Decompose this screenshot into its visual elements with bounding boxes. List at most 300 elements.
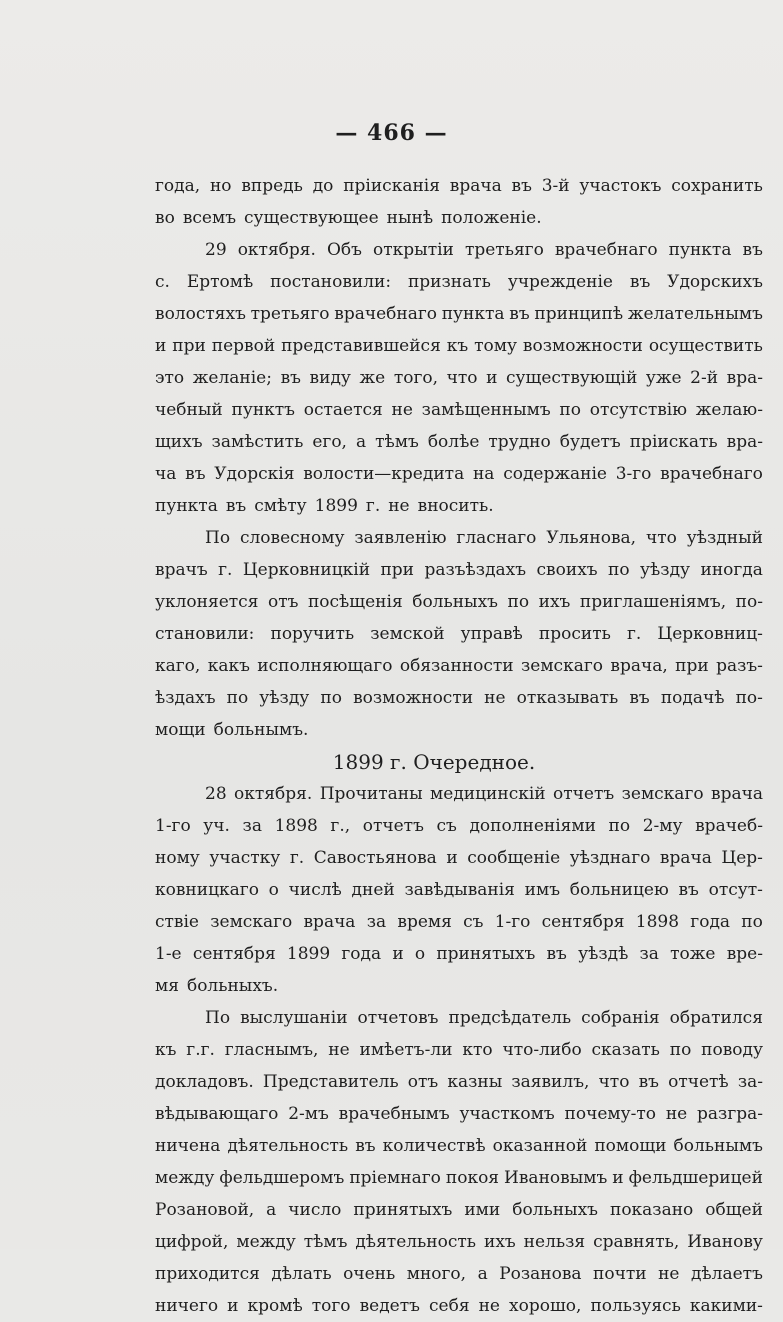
word: замѣстить [211, 432, 304, 452]
word: прiемнаго [349, 1168, 441, 1188]
word: показано [609, 1200, 694, 1220]
word: число [288, 1200, 342, 1220]
text-line [155, 522, 763, 554]
word: отчетѣ [668, 1072, 729, 1092]
word: врачебнаго [660, 464, 763, 484]
word: не [478, 1296, 500, 1316]
word: имъ [524, 880, 561, 900]
text-line [155, 1098, 763, 1130]
text-line [155, 650, 763, 682]
word: 3-го [615, 464, 652, 484]
word: волостяхъ [155, 304, 246, 324]
word: и [612, 1168, 624, 1188]
word: не [658, 1264, 680, 1284]
text-line [155, 266, 763, 298]
word: Представитель [262, 1072, 399, 1092]
word: врача [449, 176, 502, 196]
word: больнымъ [673, 1136, 763, 1156]
word: а [355, 432, 367, 452]
word: къ [446, 336, 469, 356]
word: 1-го [494, 912, 531, 932]
text-line [155, 1194, 763, 1226]
word: первой [211, 336, 276, 356]
word: Иванову [687, 1232, 763, 1252]
word: и [392, 944, 404, 964]
text-line [155, 778, 763, 810]
word: съ [436, 816, 457, 836]
word: дѣлать [271, 1264, 332, 1284]
word: третьяго [250, 304, 330, 324]
word: исполняющаго [257, 656, 393, 676]
word: ими [464, 1200, 501, 1220]
word: за [639, 944, 659, 964]
word: октября. [234, 784, 313, 804]
word: Ивановымъ [504, 1168, 608, 1188]
word: виду [309, 368, 351, 388]
text-line [155, 618, 763, 650]
word: до [312, 176, 334, 196]
word: болѣе [427, 432, 480, 452]
word: количествѣ [382, 1136, 486, 1156]
text-line [155, 842, 763, 874]
word: уѣзднаго [569, 848, 651, 868]
word: возможности [522, 336, 643, 356]
word: въ [185, 464, 206, 484]
word: по [608, 560, 630, 580]
word: себя [429, 1296, 470, 1316]
word: того, [393, 368, 438, 388]
word: отъ [407, 1072, 439, 1092]
word: пункта [441, 304, 505, 324]
word: помощи [594, 1136, 667, 1156]
word: Цер- [721, 848, 763, 868]
word: 29 [205, 240, 227, 260]
text-line [155, 586, 763, 618]
word: пункта [155, 496, 218, 516]
word: предсѣдатель [448, 1008, 572, 1028]
word: 1898 [274, 816, 318, 836]
word: 2-му [642, 816, 683, 836]
word: время [397, 912, 452, 932]
text-line [155, 554, 763, 586]
word: цифрой, [155, 1232, 229, 1252]
text-line [155, 330, 763, 362]
word: обязанности [399, 656, 514, 676]
text-line [155, 970, 763, 1002]
word: возможности [353, 688, 474, 708]
word: заявилъ, [511, 1072, 590, 1092]
text-line [155, 746, 763, 778]
text-line [155, 682, 763, 714]
word: много, [406, 1264, 467, 1284]
word: въ [511, 176, 532, 196]
word: Розановой, [155, 1200, 255, 1220]
word: принятыхъ [353, 1200, 453, 1220]
word: г., [330, 816, 351, 836]
word: врача [659, 848, 712, 868]
word: прiисканiя [343, 176, 440, 196]
word: не [665, 1104, 688, 1124]
word: врачебнымъ [338, 1104, 450, 1124]
word: хорошо, [509, 1296, 582, 1316]
word: на [472, 464, 495, 484]
word: тому [474, 336, 517, 356]
word: но [209, 176, 232, 196]
word: въ [742, 240, 763, 260]
word: поводу [701, 1040, 763, 1060]
word: въ [225, 496, 247, 516]
word: къ [155, 1040, 177, 1060]
word: октября. [237, 240, 316, 260]
word: 28 [205, 784, 227, 804]
word: ствiе [155, 912, 199, 932]
word: обратился [669, 1008, 763, 1028]
word: врача [303, 912, 356, 932]
word: ихъ [484, 1232, 516, 1252]
word: въ [546, 944, 567, 964]
text-line [155, 714, 763, 746]
word: съ [463, 912, 484, 932]
word: больнымъ. [213, 720, 309, 740]
word: сравнять, [593, 1232, 680, 1252]
word: дѣлаетъ [690, 1264, 763, 1284]
word: 2-й [690, 368, 719, 388]
word: по [320, 688, 342, 708]
page-number: — 466 — [335, 120, 448, 146]
word: года [690, 912, 731, 932]
word: что [446, 368, 478, 388]
word: будетъ [559, 432, 621, 452]
word: По [205, 528, 231, 548]
word: за- [737, 1072, 763, 1092]
text-line [155, 1066, 763, 1098]
word: кто [462, 1040, 493, 1060]
word: желанiе; [192, 368, 272, 388]
word: учрежденiе [507, 272, 613, 292]
text-line [155, 906, 763, 938]
word: ничена [155, 1136, 221, 1156]
word: уже [645, 368, 682, 388]
word: существующее [244, 208, 379, 228]
text-line [155, 202, 763, 234]
word: по [741, 912, 763, 932]
word: по- [735, 592, 763, 612]
word: отказывать [516, 688, 619, 708]
text-line [155, 938, 763, 970]
word: въ [355, 1136, 376, 1156]
word: что [598, 1072, 630, 1092]
word: за [366, 912, 387, 932]
word: управѣ [460, 624, 523, 644]
word: уѣздный [686, 528, 763, 548]
word: отчетъ [553, 784, 615, 804]
word: больныхъ [512, 1200, 598, 1220]
word: вра- [726, 432, 763, 452]
word: мя [155, 976, 179, 996]
word: уклоняется [155, 592, 259, 612]
word: По [205, 1008, 231, 1028]
word: сентября [192, 944, 276, 964]
text-line [155, 362, 763, 394]
text-line [155, 490, 763, 522]
word: года [341, 944, 382, 964]
word: уч. [203, 816, 230, 836]
word: не [328, 1040, 350, 1060]
word: нельзя [523, 1232, 586, 1252]
word: волости—кредита [303, 464, 465, 484]
body-text [155, 170, 763, 1322]
word: г. [218, 560, 233, 580]
text-line [155, 874, 763, 906]
word: становили: [155, 624, 255, 644]
word: ному [155, 848, 200, 868]
word: Объ [326, 240, 362, 260]
word: очень [343, 1264, 396, 1284]
word: вра- [726, 368, 763, 388]
word: ковницкаго [155, 880, 259, 900]
word: принятыхъ [436, 944, 536, 964]
word: по [226, 688, 249, 708]
word: всемъ [182, 208, 237, 228]
text-line [155, 1034, 763, 1066]
word: сентября [541, 912, 625, 932]
word: Церковниц- [657, 624, 763, 644]
word: въ [280, 368, 301, 388]
word: 1-е [155, 944, 182, 964]
word: что-либо [502, 1040, 582, 1060]
word: остается [303, 400, 383, 420]
word: участокъ [579, 176, 662, 196]
word: пункта [668, 240, 732, 260]
word: тѣмъ [303, 1232, 348, 1252]
word: въ [629, 688, 650, 708]
word: отсутствiю [589, 400, 688, 420]
word: прiискать [629, 432, 718, 452]
word: врача [711, 784, 763, 804]
word: уѣздѣ [578, 944, 629, 964]
word: а [266, 1200, 277, 1220]
word: ихъ [538, 592, 571, 612]
word: представившейся [281, 336, 441, 356]
word: Ульянова, [546, 528, 637, 548]
word: по [669, 1040, 692, 1060]
word: 1898 [635, 912, 680, 932]
text-line [155, 394, 763, 426]
text-line [155, 1002, 763, 1034]
word: въ [509, 304, 530, 324]
word: и [227, 1296, 239, 1316]
word: о [268, 880, 279, 900]
text-line [155, 1162, 763, 1194]
word: 2-мъ [288, 1104, 329, 1124]
word: общей [705, 1200, 763, 1220]
word: по- [735, 688, 763, 708]
word: земскаго [521, 656, 603, 676]
word: г.г. [186, 1040, 215, 1060]
word: это [155, 368, 185, 388]
word: Удорскiя [214, 464, 295, 484]
word: щихъ [155, 432, 203, 452]
word: имѣетъ-ли [359, 1040, 453, 1060]
word: отсут- [708, 880, 763, 900]
word: года, [155, 176, 201, 196]
word: въ [678, 880, 699, 900]
word: пунктъ [231, 400, 295, 420]
word: какими- [689, 1296, 763, 1316]
word: признать [407, 272, 491, 292]
word: участку [209, 848, 281, 868]
word: гласнымъ, [224, 1040, 319, 1060]
word: трудно [488, 432, 551, 452]
word: положенiе. [441, 208, 542, 228]
word: земскаго [621, 784, 704, 804]
word: же [359, 368, 386, 388]
word: постановили: [270, 272, 392, 292]
word: пользуясь [590, 1296, 681, 1316]
word: приходится [155, 1264, 260, 1284]
text-line [155, 170, 763, 202]
word: между [236, 1232, 296, 1252]
word: врачеб- [695, 816, 763, 836]
word: словесному [239, 528, 345, 548]
word: просить [538, 624, 611, 644]
word: Савостьянова [313, 848, 437, 868]
word: желательнымъ [627, 304, 763, 324]
text-line [155, 1226, 763, 1258]
word: за [242, 816, 262, 836]
word: не [388, 496, 410, 516]
word: своихъ [536, 560, 598, 580]
word: Прочитаны [319, 784, 423, 804]
word: г. [289, 848, 305, 868]
word: третьяго [464, 240, 544, 260]
word: дѣятельность [227, 1136, 349, 1156]
word: желаю- [695, 400, 763, 420]
word: принципѣ [534, 304, 624, 324]
word: осуществить [648, 336, 763, 356]
word: разгра- [697, 1104, 763, 1124]
word: по [608, 816, 631, 836]
word: Розанова [499, 1264, 582, 1284]
word: г. [626, 624, 642, 644]
word: врача, [610, 656, 668, 676]
word: земской [370, 624, 445, 644]
word: г. [365, 496, 381, 516]
word: кромѣ [247, 1296, 303, 1316]
word: въ [638, 1072, 659, 1092]
word: и [486, 368, 498, 388]
word: покоя [445, 1168, 500, 1188]
word: врачебнаго [554, 240, 658, 260]
word: подачѣ [660, 688, 725, 708]
word: въ [629, 272, 651, 292]
word: уѣзду [640, 560, 691, 580]
text-line [155, 234, 763, 266]
word: его, [312, 432, 347, 452]
word: поручить [270, 624, 355, 644]
word: ведетъ [359, 1296, 420, 1316]
word: Церковницкiй [242, 560, 371, 580]
word: ча [155, 464, 177, 484]
word: докладовъ. [155, 1072, 254, 1092]
word: ѣздахъ [155, 688, 216, 708]
word: существующiй [506, 368, 638, 388]
word: приглашенiямъ, [579, 592, 727, 612]
text-line [155, 1130, 763, 1162]
word: при [675, 656, 709, 676]
word: во [155, 208, 175, 228]
word: разъ- [716, 656, 763, 676]
word: не [484, 688, 506, 708]
word: оказанной [492, 1136, 588, 1156]
word: о [414, 944, 426, 964]
word: почему-то [564, 1104, 656, 1124]
word: гласнаго [456, 528, 537, 548]
word: и [446, 848, 458, 868]
word: числѣ [288, 880, 342, 900]
word: больницею [569, 880, 669, 900]
word: содержанiе [503, 464, 607, 484]
word: врачебнаго [334, 304, 437, 324]
word: каго, [155, 656, 201, 676]
word: больныхъ. [186, 976, 279, 996]
word: сохранить [671, 176, 763, 196]
word: 1-го [155, 816, 191, 836]
word: участкомъ [459, 1104, 555, 1124]
word: мощи [155, 720, 206, 740]
word: не [391, 400, 413, 420]
word: какъ [207, 656, 250, 676]
word: отчетовъ [357, 1008, 439, 1028]
text-line [155, 810, 763, 842]
word: при [172, 336, 206, 356]
word: тѣмъ [375, 432, 419, 452]
word: завѣдыванiя [404, 880, 515, 900]
word: фельдшеромъ [219, 1168, 345, 1188]
word: медицинскiй [430, 784, 546, 804]
text-line [155, 298, 763, 330]
word: собранiя [581, 1008, 660, 1028]
word: дополненiями [469, 816, 596, 836]
word: 1899 г. Очередное. [332, 750, 536, 774]
word: и [155, 336, 167, 356]
word: сообщенiе [467, 848, 561, 868]
word: вре- [726, 944, 763, 964]
word: земскаго [210, 912, 293, 932]
word: тоже [670, 944, 716, 964]
text-line [155, 1290, 763, 1322]
word: ничего [155, 1296, 219, 1316]
word: что [645, 528, 677, 548]
word: дѣятельность [355, 1232, 477, 1252]
word: посѣщенiя [307, 592, 403, 612]
word: смѣту [254, 496, 307, 516]
word: нынѣ [386, 208, 434, 228]
text-line [155, 458, 763, 490]
text-line [155, 1258, 763, 1290]
word: иногда [700, 560, 763, 580]
word: сказать [591, 1040, 660, 1060]
word: уѣзду [259, 688, 310, 708]
word: заявленiю [354, 528, 447, 548]
word: вносить. [417, 496, 494, 516]
word: между [155, 1168, 215, 1188]
word: больныхъ [412, 592, 498, 612]
text-line [155, 426, 763, 458]
word: врачъ [155, 560, 208, 580]
word: впредь [241, 176, 303, 196]
word: разъѣздахъ [424, 560, 527, 580]
